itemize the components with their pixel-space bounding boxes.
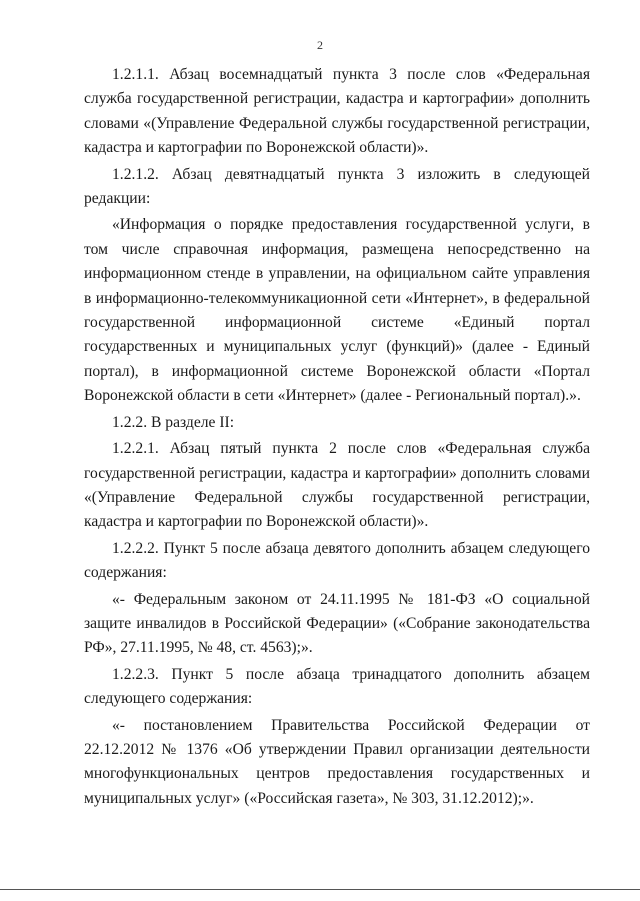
paragraph-quoted-information: «Информация о порядке предоставления государственной услуги, в том числе справочная информация, размещена непосредственно на информационном стенде в управлении, на официальном сайте управления в информационно-телекоммуникационной сети «Интернет», в федеральной государственной информационной системе «Единый портал государственных и муниципальных услуг (функций)» (далее - Единый портал), в информационной системе Воронежской области «Портал Воронежской области в сети «Интернет» (далее - Региональный портал).». bbox=[84, 216, 590, 405]
document-body bbox=[84, 63, 590, 811]
paragraph-quoted-government-decree: «- постановлением Правительства Российской Федерации от 22.12.2012 № 1376 «Об утверждении Правил организации деятельности многофункциональных центров предоставления государственных и муниципальных услуг» («Российская газета», № 303, 31.12.2012);». bbox=[84, 716, 590, 807]
page-number: 2 bbox=[317, 38, 323, 52]
paragraph-quoted-federal-law: «- Федеральным законом от 24.11.1995 № 181-ФЗ «О социальной защите инвалидов в Российской Федерации» («Собрание законодательства РФ», 27.11.1995, № 48, ст. 4563);». bbox=[84, 590, 590, 657]
paragraph-1-2-2-2: 1.2.2.2. Пункт 5 после абзаца девятого дополнить абзацем следующего содержания: bbox=[84, 539, 590, 582]
bottom-scan-edge-line bbox=[0, 889, 640, 890]
paragraph-1-2-1-1: 1.2.1.1. Абзац восемнадцатый пункта 3 после слов «Федеральная служба государственной регистрации, кадастра и картографии» дополнить словами «(Управление Федеральной службы государственной регистрации, кадастра и картографии по Воронежской области)». bbox=[84, 66, 590, 157]
paragraph-1-2-2-1: 1.2.2.1. Абзац пятый пункта 2 после слов «Федеральная служба государственной регистрации, кадастра и картографии» дополнить словами «(Управление Федеральной службы государственной регистрации, кадастра и картографии по Воронежской области)». bbox=[84, 440, 590, 531]
paragraph-1-2-1-2: 1.2.1.2. Абзац девятнадцатый пункта 3 изложить в следующей редакции: bbox=[84, 165, 590, 208]
paragraph-1-2-2-3: 1.2.2.3. Пункт 5 после абзаца тринадцатого дополнить абзацем следующего содержания: bbox=[84, 665, 590, 708]
paragraph-1-2-2: 1.2.2. В разделе II: bbox=[112, 413, 235, 431]
